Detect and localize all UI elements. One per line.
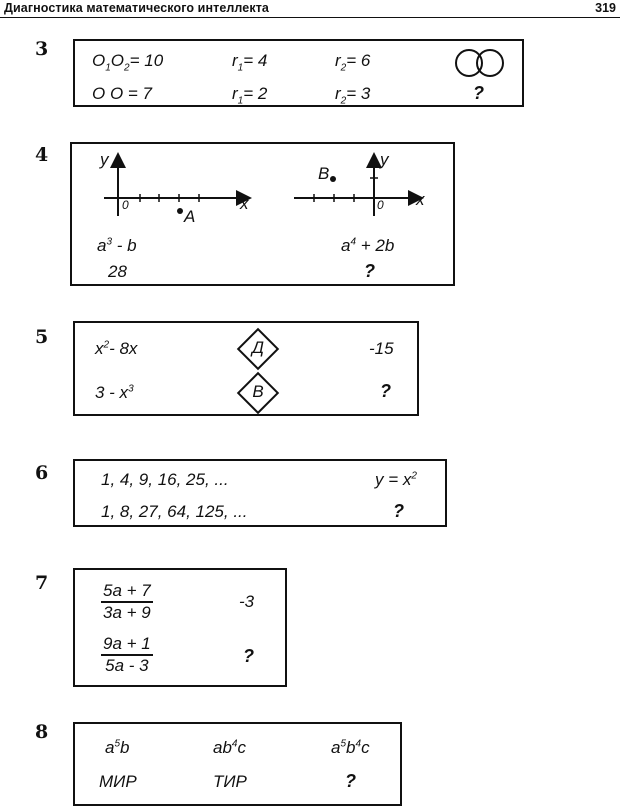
task-number: 4 bbox=[35, 144, 49, 166]
task-6-box bbox=[73, 459, 447, 527]
x-axis-label: x bbox=[240, 194, 249, 213]
task-4-left-expr: $a^3$ - b bbox=[97, 236, 137, 255]
task-4-answer: ? bbox=[364, 261, 375, 281]
denominator: 5a - 3 bbox=[105, 656, 149, 675]
task-7-box bbox=[73, 568, 287, 687]
diamond-letter: В bbox=[252, 382, 264, 401]
task-5-box bbox=[73, 321, 419, 416]
task-4-box bbox=[70, 142, 455, 286]
task-number: 7 bbox=[35, 572, 49, 594]
coordinate-axes-left bbox=[72, 144, 453, 234]
task-5-value: -15 bbox=[369, 339, 394, 358]
origin-label: 0 bbox=[122, 198, 129, 212]
task-6-sequence-2: 1, 8, 27, 64, 125, ... bbox=[101, 502, 248, 521]
task-7-fraction-1 bbox=[101, 581, 153, 623]
task-3-expr-r2-row2: $r_2= 3$ bbox=[335, 84, 371, 107]
task-3-expr-r1-row2: $r_1= 2$ bbox=[232, 84, 268, 107]
task-7-fraction-2 bbox=[101, 634, 153, 676]
task-3-answer: ? bbox=[473, 83, 484, 103]
task-3-box bbox=[73, 39, 524, 107]
circles-icon bbox=[451, 47, 511, 79]
numerator: 5a + 7 bbox=[101, 581, 153, 603]
task-8-box bbox=[73, 722, 402, 806]
task-8-word-2: ТИР bbox=[213, 772, 247, 791]
task-6-answer: ? bbox=[393, 501, 404, 521]
point-a-label: A bbox=[184, 207, 196, 226]
denominator: 3a + 9 bbox=[103, 603, 151, 622]
task-3-expr-o1o2: $O_1O_2= 10$ bbox=[92, 51, 164, 74]
task-6-sequence-1: 1, 4, 9, 16, 25, ... bbox=[101, 470, 229, 489]
x-axis-label: x bbox=[416, 190, 425, 209]
page-header-title: Диагностика математического интеллекта bbox=[4, 1, 269, 15]
task-7-value: -3 bbox=[239, 592, 255, 611]
task-5-expr-1: $x^2-$ 8x bbox=[95, 339, 138, 358]
task-7-answer: ? bbox=[243, 646, 254, 666]
numerator: 9a + 1 bbox=[101, 634, 153, 656]
page-number: 319 bbox=[595, 1, 616, 15]
task-number: 5 bbox=[35, 326, 49, 348]
task-3-expr-oo: O O = 7 bbox=[92, 84, 152, 103]
diamond-letter: Д bbox=[252, 338, 264, 357]
task-4-right-expr: $a^4 + 2b$ bbox=[341, 236, 395, 255]
task-number: 6 bbox=[35, 462, 49, 484]
task-8-expr-1: $a^5b$ bbox=[105, 738, 130, 757]
origin-label: 0 bbox=[377, 198, 384, 212]
y-axis-label: y bbox=[380, 150, 389, 169]
task-6-formula: $y = x^2$ bbox=[375, 470, 417, 489]
header-divider bbox=[0, 17, 620, 18]
task-5-expr-2: $3 - x^3$ bbox=[95, 383, 134, 402]
point-b-label: B bbox=[318, 164, 330, 183]
task-8-expr-2: $ab^4c$ bbox=[213, 738, 246, 757]
task-4-left-value: 28 bbox=[108, 262, 127, 281]
task-3-expr-r1: $r_1= 4$ bbox=[232, 51, 268, 74]
task-number: 3 bbox=[35, 38, 49, 60]
task-8-word-1: МИР bbox=[99, 772, 137, 791]
task-3-expr-r2: $r_2= 6$ bbox=[335, 51, 371, 74]
task-5-answer: ? bbox=[380, 381, 391, 401]
task-number: 8 bbox=[35, 721, 49, 743]
point-b bbox=[330, 176, 336, 182]
y-axis-label: y bbox=[100, 150, 109, 169]
point-a bbox=[177, 208, 183, 214]
task-8-expr-3: $a^5b^4c$ bbox=[331, 738, 370, 757]
task-8-answer: ? bbox=[345, 771, 356, 791]
